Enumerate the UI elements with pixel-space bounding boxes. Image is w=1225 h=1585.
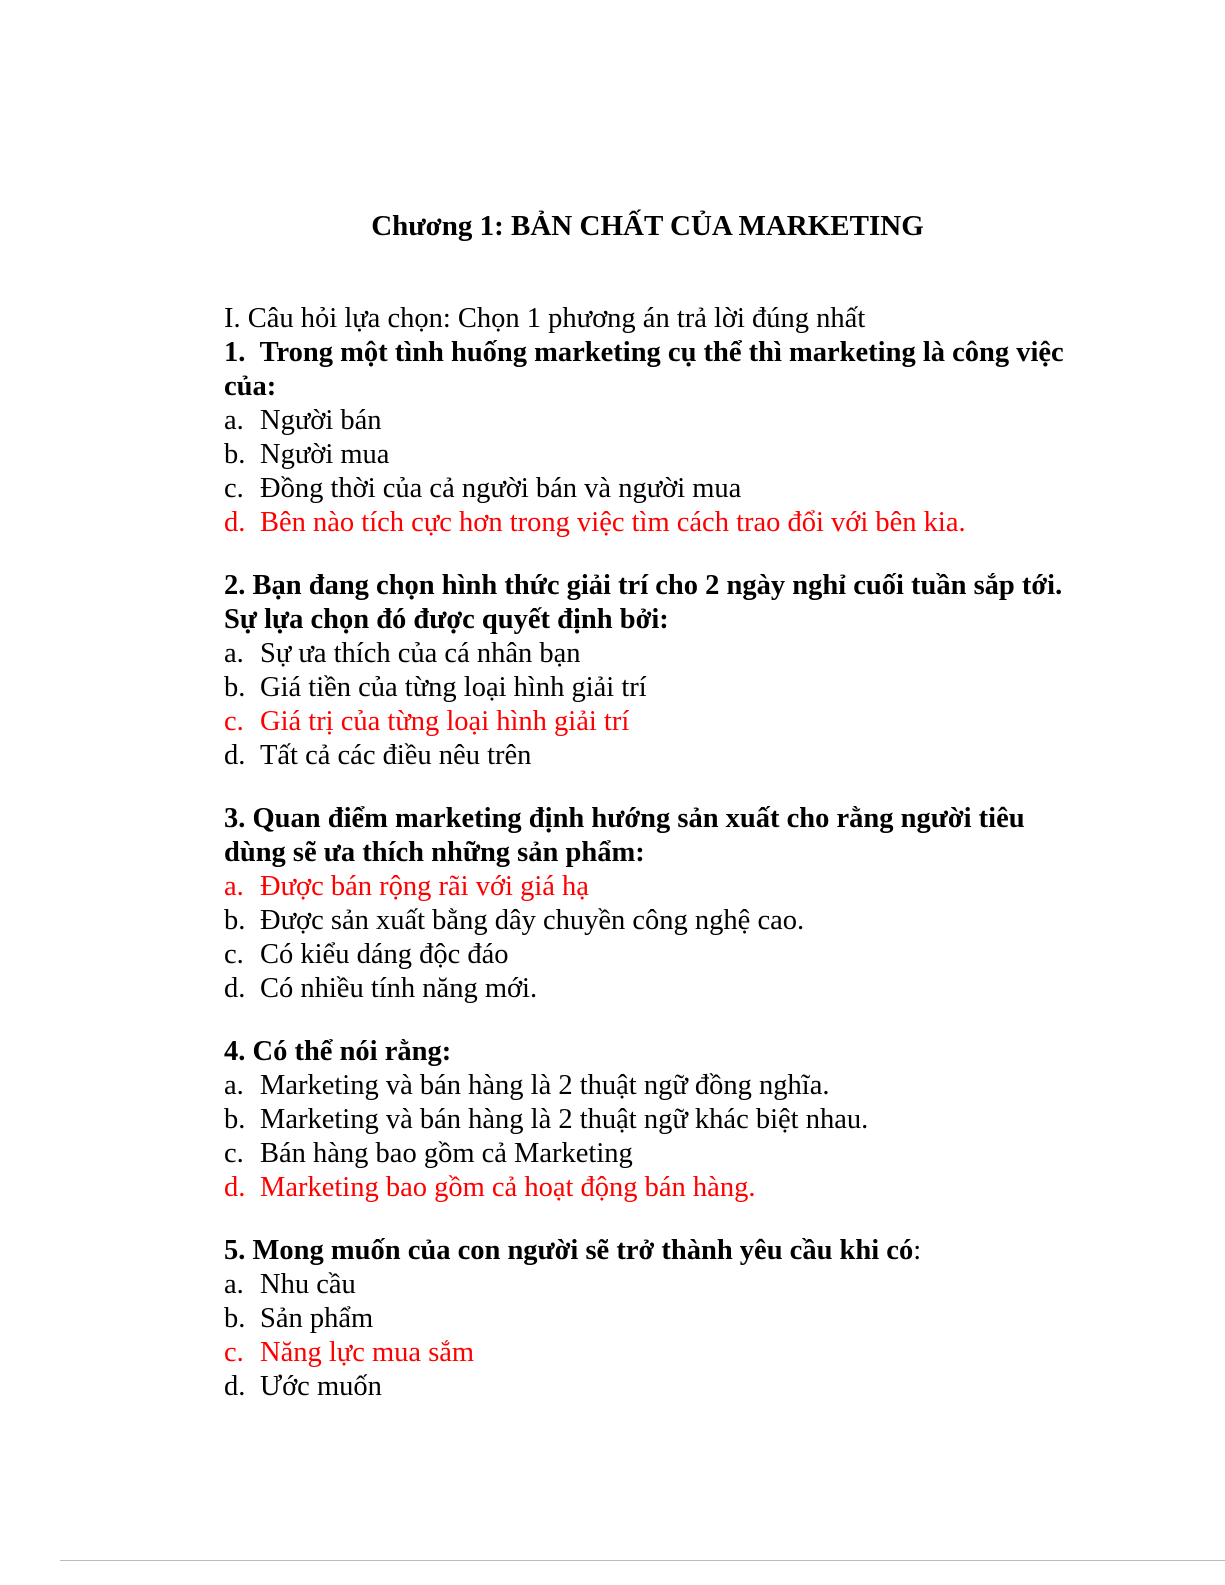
answer-option bbox=[224, 904, 1084, 938]
option-text: Được sản xuất bằng dây chuyền công nghệ cao. bbox=[260, 905, 805, 936]
answer-option bbox=[224, 404, 1084, 438]
option-list bbox=[224, 637, 1084, 773]
answer-option bbox=[224, 1370, 1084, 1404]
question-text: Trong một tình huống marketing cụ thể thì marketing là công việc của: bbox=[224, 337, 1064, 402]
question-title bbox=[224, 569, 1084, 637]
question-number: 2. bbox=[224, 570, 246, 601]
option-letter: a. bbox=[224, 1269, 244, 1300]
option-text: Đồng thời của cả người bán và người mua bbox=[260, 473, 742, 504]
option-text: Năng lực mua sắm bbox=[260, 1337, 475, 1368]
question-text: Bạn đang chọn hình thức giải trí cho 2 ngày nghỉ cuối tuần sắp tới. Sự lựa chọn đó được quyết định bởi: bbox=[224, 570, 1063, 635]
option-list bbox=[224, 1069, 1084, 1205]
option-letter: a. bbox=[224, 405, 244, 436]
option-text: Sự ưa thích của cá nhân bạn bbox=[260, 638, 581, 669]
option-letter: d. bbox=[224, 1172, 246, 1203]
answer-option bbox=[224, 1268, 1084, 1302]
correct-answer-option bbox=[224, 870, 1084, 904]
option-letter: c. bbox=[224, 1138, 244, 1169]
answer-option bbox=[224, 472, 1084, 506]
answer-option bbox=[224, 739, 1084, 773]
question-4 bbox=[224, 1035, 1084, 1205]
question-1 bbox=[224, 336, 1084, 540]
question-number: 1. bbox=[224, 337, 246, 368]
answer-option bbox=[224, 938, 1084, 972]
question-number: 5. bbox=[224, 1235, 246, 1266]
answer-option bbox=[224, 1137, 1084, 1171]
answer-option bbox=[224, 637, 1084, 671]
question-title bbox=[224, 1035, 1084, 1069]
option-text: Tất cả các điều nêu trên bbox=[260, 740, 532, 771]
question-text: Mong muốn của con người sẽ trở thành yêu cầu khi có bbox=[252, 1235, 914, 1266]
question-number: 4. bbox=[224, 1036, 246, 1067]
option-text: Giá tiền của từng loại hình giải trí bbox=[260, 672, 647, 703]
option-letter: c. bbox=[224, 939, 244, 970]
option-text: Bán hàng bao gồm cả Marketing bbox=[260, 1138, 633, 1169]
option-letter: a. bbox=[224, 1070, 244, 1101]
question-suffix: : bbox=[913, 1235, 922, 1266]
option-letter: d. bbox=[224, 507, 246, 538]
option-text: Có kiểu dáng độc đáo bbox=[260, 939, 509, 970]
option-text: Bên nào tích cực hơn trong việc tìm cách trao đổi với bên kia. bbox=[260, 507, 966, 538]
answer-option bbox=[224, 671, 1084, 705]
correct-answer-option bbox=[224, 705, 1084, 739]
question-text: Quan điểm marketing định hướng sản xuất cho rằng người tiêu dùng sẽ ưa thích những sản phẩm: bbox=[224, 803, 1025, 868]
answer-option bbox=[224, 972, 1084, 1006]
option-text: Marketing và bán hàng là 2 thuật ngữ khác biệt nhau. bbox=[260, 1104, 869, 1135]
option-letter: b. bbox=[224, 905, 246, 936]
option-letter: a. bbox=[224, 638, 244, 669]
answer-option bbox=[224, 1302, 1084, 1336]
option-letter: b. bbox=[224, 1303, 246, 1334]
question-5 bbox=[224, 1234, 1084, 1404]
question-text: Có thể nói rằng: bbox=[252, 1036, 452, 1067]
option-text: Marketing bao gồm cả hoạt động bán hàng. bbox=[260, 1172, 756, 1203]
option-text: Sản phẩm bbox=[260, 1303, 374, 1334]
option-text: Marketing và bán hàng là 2 thuật ngữ đồng nghĩa. bbox=[260, 1070, 830, 1101]
option-text: Người bán bbox=[260, 405, 382, 436]
option-letter: d. bbox=[224, 973, 246, 1004]
section-heading: I. Câu hỏi lựa chọn: Chọn 1 phương án trả lời đúng nhất bbox=[224, 303, 866, 334]
question-title bbox=[224, 336, 1084, 404]
question-list bbox=[224, 336, 1084, 1404]
document-content bbox=[224, 302, 1084, 1404]
correct-answer-option bbox=[224, 1336, 1084, 1370]
option-text: Giá trị của từng loại hình giải trí bbox=[260, 706, 630, 737]
option-letter: b. bbox=[224, 672, 246, 703]
correct-answer-option bbox=[224, 1171, 1084, 1205]
option-letter: b. bbox=[224, 1104, 246, 1135]
option-letter: d. bbox=[224, 740, 246, 771]
option-letter: d. bbox=[224, 1371, 246, 1402]
answer-option bbox=[224, 1069, 1084, 1103]
question-title bbox=[224, 802, 1084, 870]
option-text: Nhu cầu bbox=[260, 1269, 356, 1300]
option-letter: c. bbox=[224, 1337, 244, 1368]
correct-answer-option bbox=[224, 506, 1084, 540]
option-list bbox=[224, 870, 1084, 1006]
answer-option bbox=[224, 1103, 1084, 1137]
option-text: Được bán rộng rãi với giá hạ bbox=[260, 871, 589, 902]
option-letter: c. bbox=[224, 473, 244, 504]
option-letter: b. bbox=[224, 439, 246, 470]
option-text: Ước muốn bbox=[260, 1371, 382, 1402]
question-3 bbox=[224, 802, 1084, 1006]
option-text: Người mua bbox=[260, 439, 390, 470]
option-list bbox=[224, 1268, 1084, 1404]
page-bottom-rule bbox=[60, 1560, 1225, 1561]
answer-option bbox=[224, 438, 1084, 472]
option-list bbox=[224, 404, 1084, 540]
question-title bbox=[224, 1234, 1084, 1268]
question-2 bbox=[224, 569, 1084, 773]
option-text: Có nhiều tính năng mới. bbox=[260, 973, 538, 1004]
option-letter: c. bbox=[224, 706, 244, 737]
option-letter: a. bbox=[224, 871, 244, 902]
chapter-title: Chương 1: BẢN CHẤT CỦA MARKETING bbox=[371, 210, 924, 242]
question-number: 3. bbox=[224, 803, 246, 834]
